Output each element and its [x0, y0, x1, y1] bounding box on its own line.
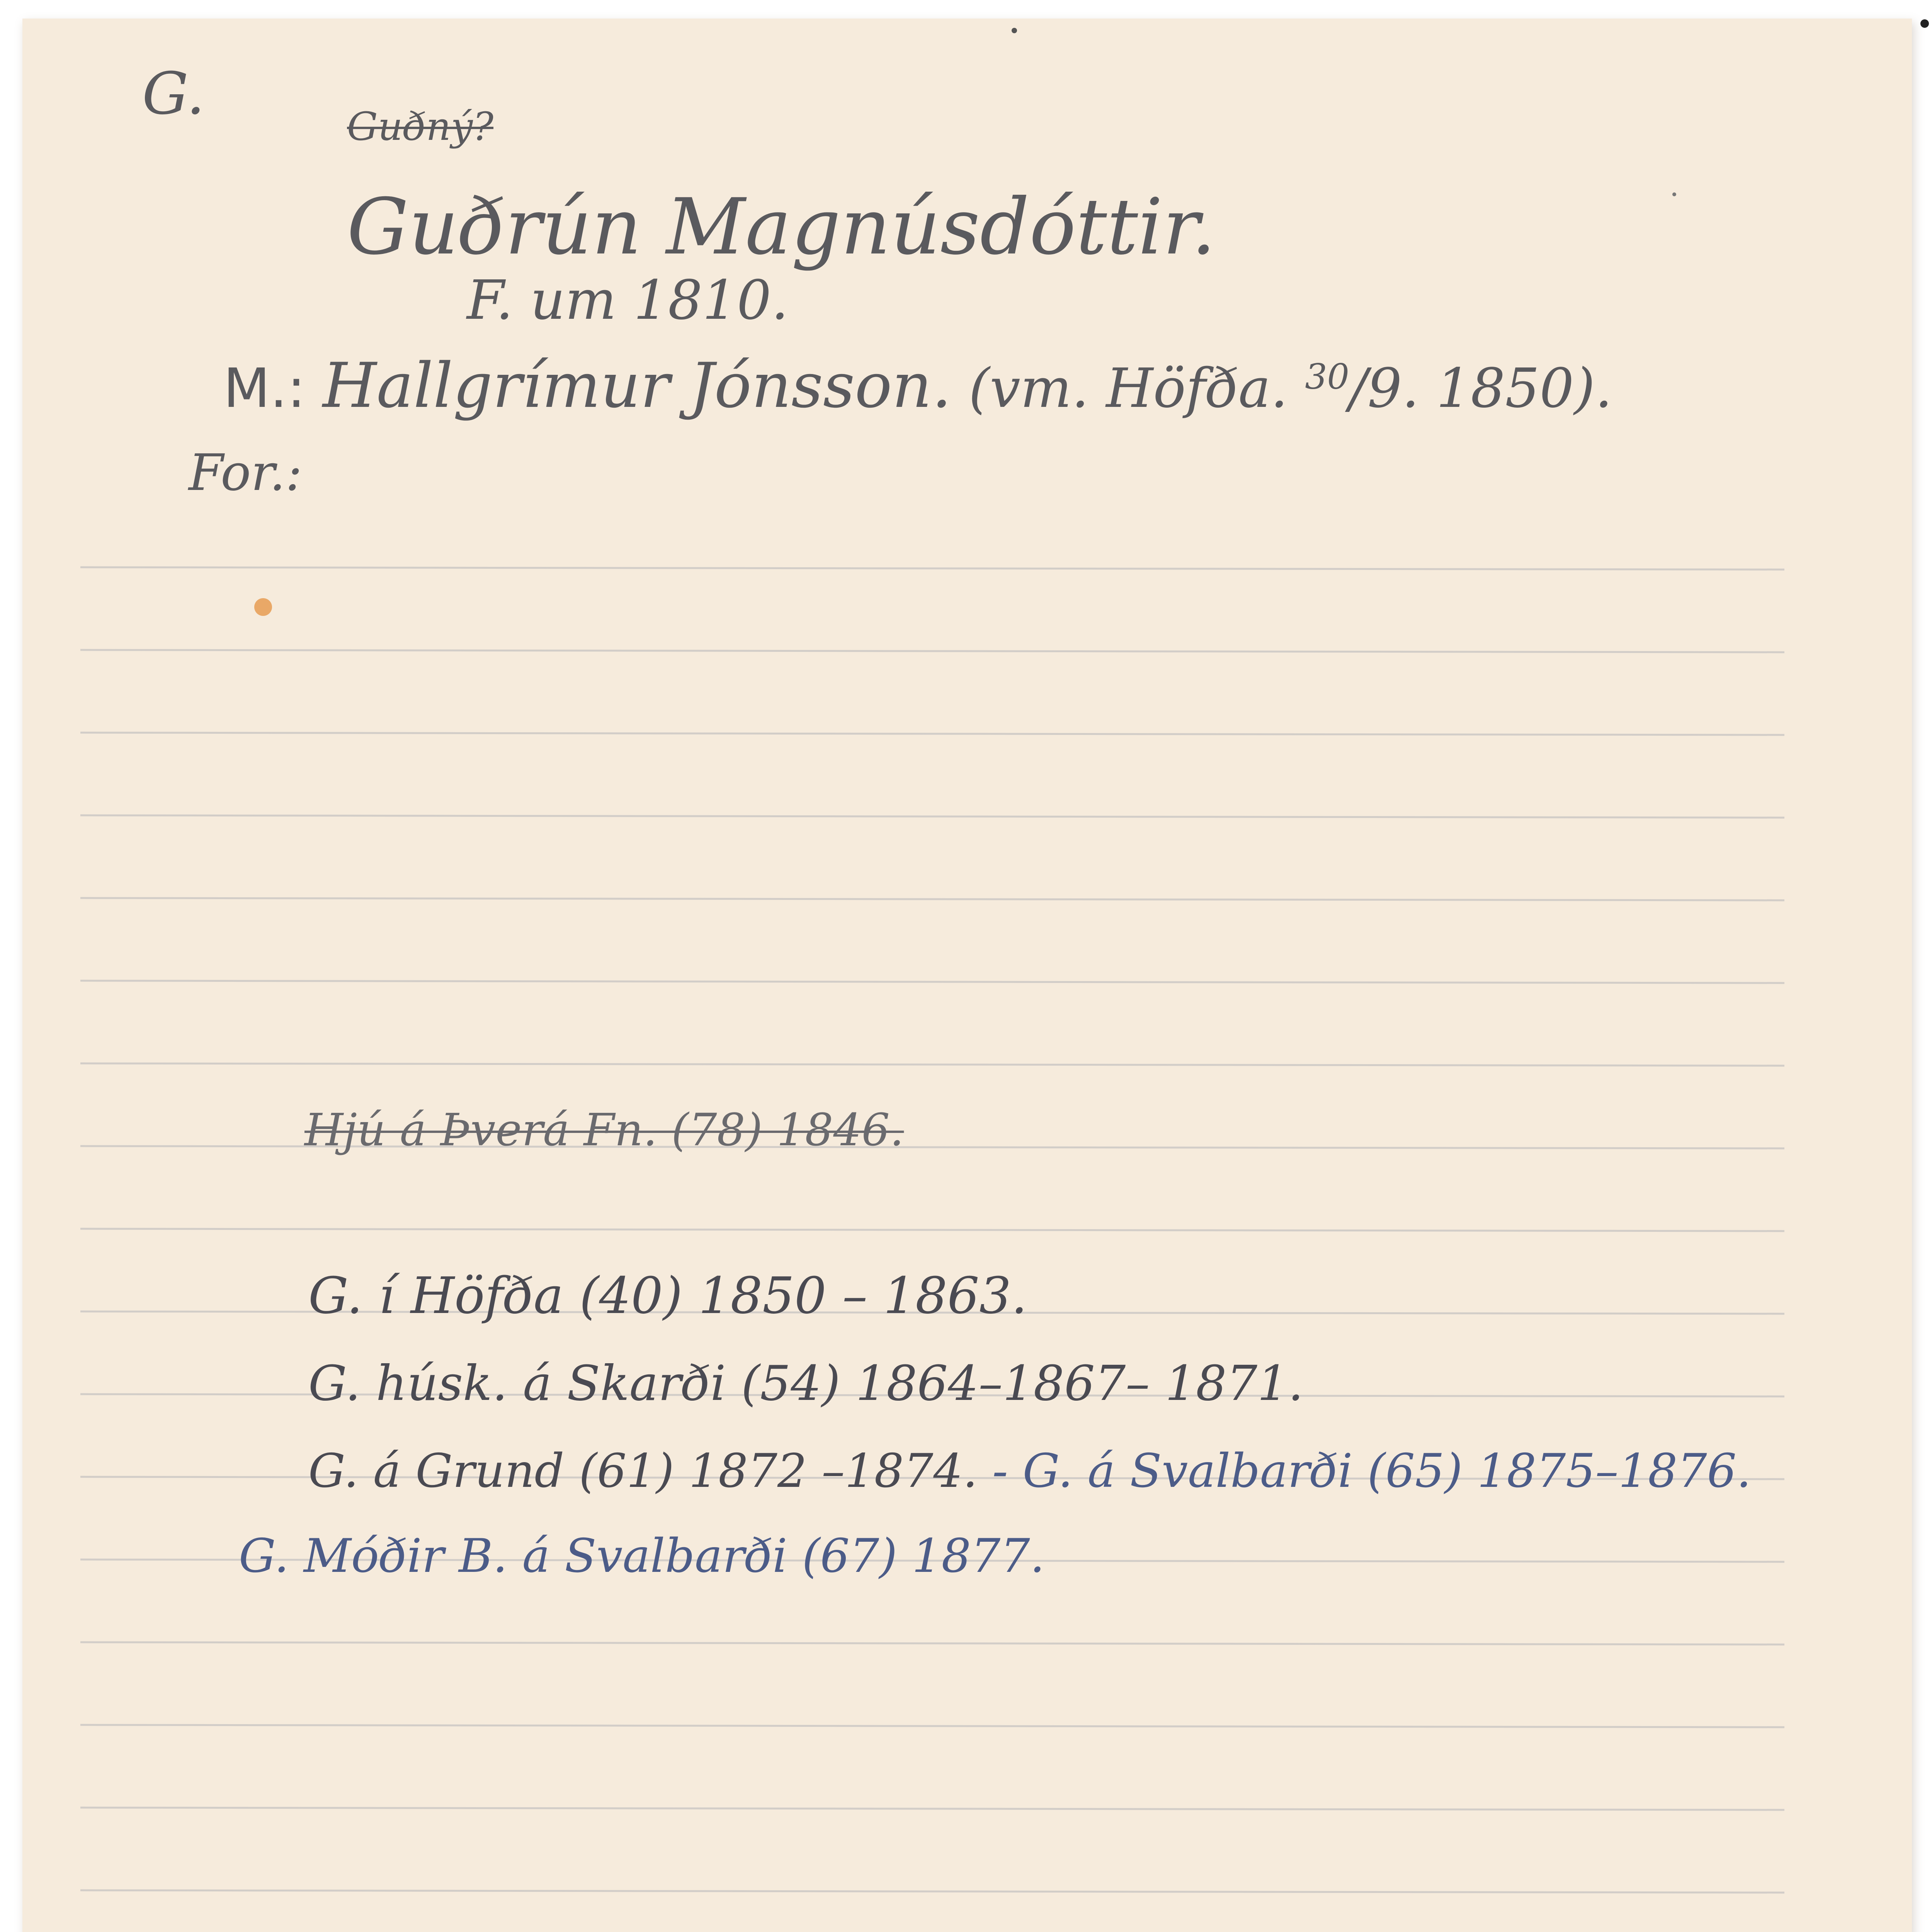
- paper-speck: [1672, 192, 1676, 196]
- residence-entry-blue: G. Móðir B. á Svalbarði (67) 1877.: [239, 1529, 1045, 1583]
- crossed-out-name: Guðný?: [347, 104, 494, 149]
- person-name: Guðrún Magnúsdóttir.: [347, 182, 1216, 272]
- ruled-line: [80, 567, 1784, 570]
- ruled-line: [80, 1890, 1784, 1893]
- ruled-line: [80, 1808, 1784, 1810]
- ruled-line: [80, 733, 1784, 735]
- residence-entry-row: [308, 1444, 1752, 1498]
- ruled-line: [80, 898, 1784, 900]
- parents-label: For.:: [189, 443, 303, 502]
- residence-entry-blue: - G. á Svalbarði (65) 1875–1876.: [992, 1444, 1752, 1498]
- ruled-line: [80, 1063, 1784, 1066]
- residence-entry: G. í Höfða (40) 1850 – 1863.: [308, 1266, 1027, 1325]
- ruled-line: [80, 981, 1784, 983]
- spouse-note-prefix: (vm. Höfða.: [968, 357, 1288, 420]
- ruled-line: [80, 1725, 1784, 1727]
- crossed-out-entry: Hjú á Þverá Fn. (78) 1846.: [304, 1104, 904, 1156]
- birth-note: F. um 1810.: [467, 269, 789, 332]
- spouse-note-day: 30: [1305, 356, 1349, 397]
- index-card-page: [22, 19, 1912, 1932]
- paper-speck: [1012, 28, 1017, 33]
- ruled-lines: [22, 19, 1912, 1932]
- spouse-name: Hallgrímur Jónsson.: [322, 349, 952, 422]
- ruled-line: [80, 1229, 1784, 1231]
- paper-stain: [254, 598, 272, 616]
- spouse-label: M.:: [223, 357, 306, 420]
- ruled-line: [80, 1642, 1784, 1645]
- spouse-row: [223, 349, 1612, 422]
- scan-edge-mark: [1920, 19, 1929, 28]
- spouse-note-rest: /9. 1850).: [1349, 357, 1612, 420]
- ruled-line: [80, 650, 1784, 652]
- residence-entry: G. á Grund (61) 1872 –1874.: [308, 1444, 978, 1498]
- ruled-line: [80, 815, 1784, 818]
- residence-entry: G. húsk. á Skarði (54) 1864–1867– 1871.: [308, 1355, 1304, 1412]
- index-letter: G.: [142, 60, 205, 128]
